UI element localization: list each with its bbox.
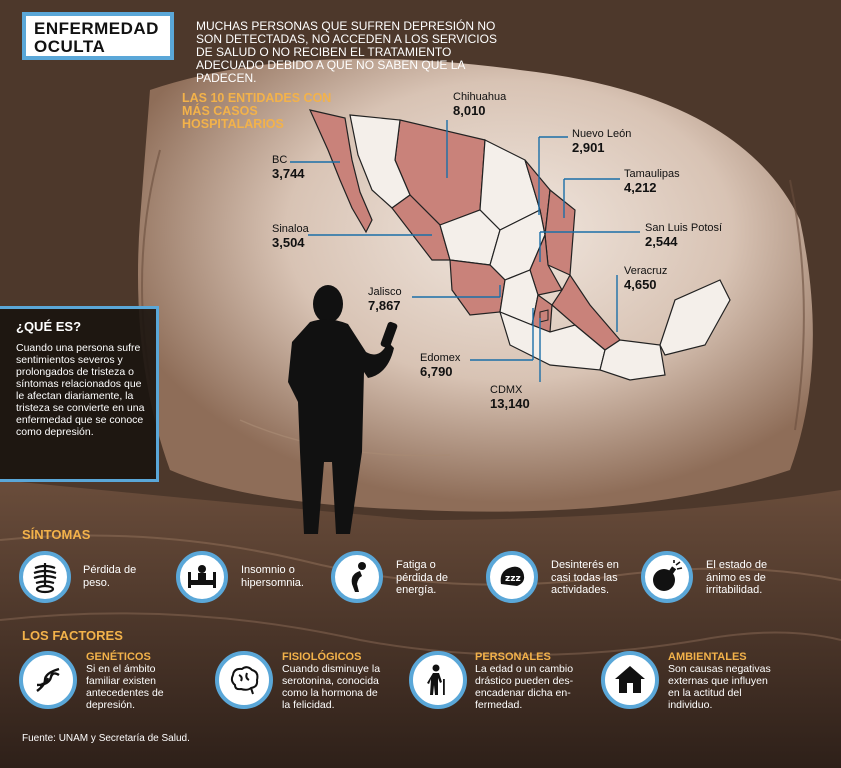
label-bc: BC 3,744 — [272, 154, 305, 181]
factors-title: LOS FACTORES — [22, 628, 123, 643]
factor-2 — [282, 651, 388, 711]
factor-4 — [668, 651, 778, 711]
factor-title-3: PERSONALES — [475, 651, 551, 663]
label-tamaulipas: Tamaulipas 4,212 — [624, 168, 680, 195]
label-veracruz: Veracruz 4,650 — [624, 265, 668, 292]
label-sinaloa: Sinaloa 3,504 — [272, 223, 309, 250]
symptom-text-4: Desinterés en casi todas las actividades. — [551, 559, 619, 596]
label-san-luis-potosi: San Luis Potosí 2,544 — [645, 222, 723, 249]
factor-text-3: La edad o un cambio drástico pueden des-encadenar dicha en-fermedad. — [475, 663, 574, 711]
elderly-icon — [409, 651, 467, 709]
factor-title-4: AMBIENTALES — [668, 651, 747, 663]
factor-text-1: Si en el ámbito familiar existen antecedentes de depresión. — [86, 663, 164, 711]
source-note: Fuente: UNAM y Secretaría de Salud. — [22, 733, 190, 744]
house-icon — [601, 651, 659, 709]
sleep-zzz-icon — [486, 551, 538, 603]
label-edomex: Edomex 6,790 — [420, 352, 461, 379]
symptom-text-3: Fatiga o pérdida de energía. — [396, 559, 448, 596]
factor-text-2: Cuando disminuye la serotonina, conocida como la hormona de la felicidad. — [282, 663, 381, 711]
label-cdmx: CDMX 13,140 — [490, 384, 530, 411]
symptoms-title: SÍNTOMAS — [22, 527, 91, 542]
intro-text: MUCHAS PERSONAS QUE SUFREN DEPRESIÓN NO SON DETECTADAS, NO ACCEDEN A LOS SERVICIOS DE SALUD O NO RECIBEN EL TRATAMIENTO ADECUADO DEBIDO A QUE NO SABEN QUE LA PADECEN. — [196, 19, 497, 85]
insomnia-icon — [176, 551, 228, 603]
symptom-text-2: Insomnio o hipersomnia. — [241, 564, 304, 589]
factor-title-1: GENÉTICOS — [86, 651, 151, 663]
dna-icon — [19, 651, 77, 709]
factor-3 — [475, 651, 575, 711]
svg-text:zzz: zzz — [505, 574, 521, 584]
skeleton-icon — [19, 551, 71, 603]
person-silhouette — [270, 282, 410, 544]
factor-1 — [86, 651, 166, 711]
symptom-text-1: Pérdida de peso. — [83, 564, 137, 589]
label-chihuahua: Chihuahua 8,010 — [453, 91, 507, 118]
label-nuevo-leon: Nuevo León 2,901 — [572, 128, 632, 155]
map-title: LAS 10 ENTIDADES CON MÁS CASOS HOSPITALARIOS — [182, 91, 332, 131]
bomb-icon — [641, 551, 693, 603]
title-line-1: ENFERMEDAD — [34, 19, 159, 38]
what-is-title: ¿QUÉ ES? — [16, 319, 82, 334]
title-box — [22, 12, 174, 60]
fatigue-icon — [331, 551, 383, 603]
label-jalisco: Jalisco 7,867 — [368, 286, 402, 313]
factor-text-4: Son causas negativas externas que influyen en la actitud del individuo. — [668, 663, 771, 711]
factor-title-2: FISIOLÓGICOS — [282, 651, 362, 663]
symptom-text-5: El estado de ánimo es de irritabilidad. — [706, 559, 768, 596]
what-is-text: Cuando una persona sufre sentimientos severos y prolongados de tristeza o síntomas relacionados que le afectan diariamente, la tristeza se convierte en una enfermedad que se conoce como depresión. — [16, 342, 145, 438]
title-line-2: OCULTA — [34, 37, 106, 56]
brain-icon — [215, 651, 273, 709]
what-is-box — [0, 306, 159, 482]
